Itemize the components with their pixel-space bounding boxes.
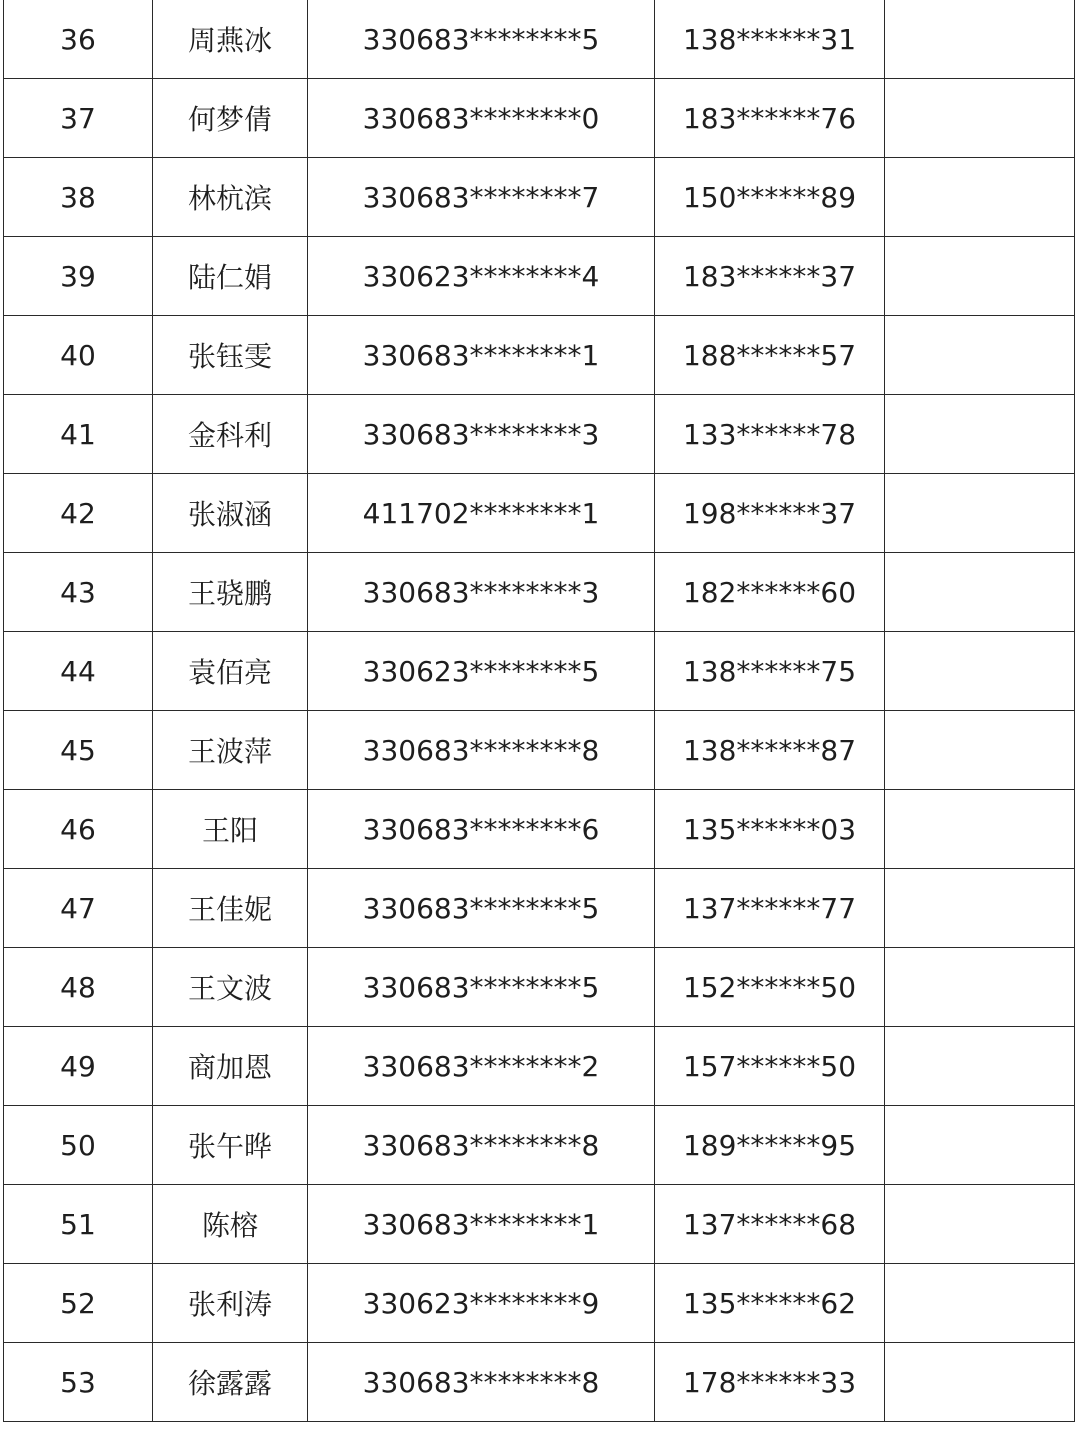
- id-number-cell: 411702********1: [308, 474, 655, 553]
- id-number-cell: 330683********8: [308, 1106, 655, 1185]
- id-number-cell: 330683********1: [308, 316, 655, 395]
- seq-cell: 43: [4, 553, 153, 632]
- note-cell: [885, 1185, 1075, 1264]
- table-row: [4, 316, 1075, 395]
- seq-cell: 40: [4, 316, 153, 395]
- id-number-cell: 330683********5: [308, 869, 655, 948]
- table-row: [4, 790, 1075, 869]
- name-cell: 金科利: [153, 395, 308, 474]
- phone-cell: 157******50: [655, 1027, 885, 1106]
- id-number-cell: 330623********5: [308, 632, 655, 711]
- table-row: [4, 1185, 1075, 1264]
- seq-cell: 50: [4, 1106, 153, 1185]
- note-cell: [885, 1106, 1075, 1185]
- table-row: [4, 395, 1075, 474]
- id-number-cell: 330683********0: [308, 79, 655, 158]
- id-number-cell: 330683********8: [308, 1343, 655, 1422]
- name-cell: 陈榕: [153, 1185, 308, 1264]
- seq-cell: 38: [4, 158, 153, 237]
- table-row: [4, 869, 1075, 948]
- note-cell: [885, 1264, 1075, 1343]
- table-row: [4, 1264, 1075, 1343]
- seq-cell: 45: [4, 711, 153, 790]
- note-cell: [885, 79, 1075, 158]
- id-number-cell: 330623********9: [308, 1264, 655, 1343]
- phone-cell: 138******31: [655, 0, 885, 79]
- seq-cell: 42: [4, 474, 153, 553]
- id-number-cell: 330683********3: [308, 553, 655, 632]
- note-cell: [885, 711, 1075, 790]
- id-number-cell: 330623********4: [308, 237, 655, 316]
- id-number-cell: 330683********6: [308, 790, 655, 869]
- name-cell: 林杭滨: [153, 158, 308, 237]
- name-cell: 何梦倩: [153, 79, 308, 158]
- name-cell: 周燕冰: [153, 0, 308, 79]
- seq-cell: 49: [4, 1027, 153, 1106]
- name-cell: 王骁鹏: [153, 553, 308, 632]
- name-cell: 王阳: [153, 790, 308, 869]
- roster-table-body: [4, 0, 1075, 1422]
- name-cell: 陆仁娟: [153, 237, 308, 316]
- name-cell: 张淑涵: [153, 474, 308, 553]
- phone-cell: 178******33: [655, 1343, 885, 1422]
- phone-cell: 135******03: [655, 790, 885, 869]
- table-row: [4, 1027, 1075, 1106]
- table-row: [4, 948, 1075, 1027]
- name-cell: 张利涛: [153, 1264, 308, 1343]
- seq-cell: 39: [4, 237, 153, 316]
- note-cell: [885, 395, 1075, 474]
- seq-cell: 48: [4, 948, 153, 1027]
- phone-cell: 189******95: [655, 1106, 885, 1185]
- id-number-cell: 330683********3: [308, 395, 655, 474]
- seq-cell: 41: [4, 395, 153, 474]
- name-cell: 王佳妮: [153, 869, 308, 948]
- seq-cell: 44: [4, 632, 153, 711]
- note-cell: [885, 237, 1075, 316]
- table-row: [4, 237, 1075, 316]
- name-cell: 王文波: [153, 948, 308, 1027]
- table-row: [4, 1343, 1075, 1422]
- table-row: [4, 711, 1075, 790]
- seq-cell: 36: [4, 0, 153, 79]
- phone-cell: 198******37: [655, 474, 885, 553]
- phone-cell: 183******37: [655, 237, 885, 316]
- note-cell: [885, 790, 1075, 869]
- phone-cell: 133******78: [655, 395, 885, 474]
- note-cell: [885, 474, 1075, 553]
- phone-cell: 188******57: [655, 316, 885, 395]
- note-cell: [885, 869, 1075, 948]
- phone-cell: 138******87: [655, 711, 885, 790]
- name-cell: 袁佰亮: [153, 632, 308, 711]
- table-row: [4, 79, 1075, 158]
- id-number-cell: 330683********8: [308, 711, 655, 790]
- table-row: [4, 553, 1075, 632]
- name-cell: 张午晔: [153, 1106, 308, 1185]
- id-number-cell: 330683********5: [308, 948, 655, 1027]
- roster-table: [3, 0, 1075, 1422]
- phone-cell: 135******62: [655, 1264, 885, 1343]
- note-cell: [885, 1027, 1075, 1106]
- name-cell: 张钰雯: [153, 316, 308, 395]
- roster-table-container: [3, 0, 1075, 1422]
- table-row: [4, 1106, 1075, 1185]
- note-cell: [885, 158, 1075, 237]
- table-row: [4, 158, 1075, 237]
- seq-cell: 37: [4, 79, 153, 158]
- note-cell: [885, 1343, 1075, 1422]
- seq-cell: 46: [4, 790, 153, 869]
- name-cell: 商加恩: [153, 1027, 308, 1106]
- id-number-cell: 330683********5: [308, 0, 655, 79]
- table-row: [4, 632, 1075, 711]
- note-cell: [885, 316, 1075, 395]
- note-cell: [885, 553, 1075, 632]
- id-number-cell: 330683********7: [308, 158, 655, 237]
- seq-cell: 52: [4, 1264, 153, 1343]
- phone-cell: 137******77: [655, 869, 885, 948]
- phone-cell: 152******50: [655, 948, 885, 1027]
- phone-cell: 137******68: [655, 1185, 885, 1264]
- name-cell: 王波萍: [153, 711, 308, 790]
- id-number-cell: 330683********1: [308, 1185, 655, 1264]
- name-cell: 徐露露: [153, 1343, 308, 1422]
- seq-cell: 53: [4, 1343, 153, 1422]
- phone-cell: 138******75: [655, 632, 885, 711]
- seq-cell: 51: [4, 1185, 153, 1264]
- phone-cell: 183******76: [655, 79, 885, 158]
- id-number-cell: 330683********2: [308, 1027, 655, 1106]
- table-row: [4, 0, 1075, 79]
- phone-cell: 182******60: [655, 553, 885, 632]
- seq-cell: 47: [4, 869, 153, 948]
- phone-cell: 150******89: [655, 158, 885, 237]
- note-cell: [885, 0, 1075, 79]
- table-row: [4, 474, 1075, 553]
- note-cell: [885, 948, 1075, 1027]
- note-cell: [885, 632, 1075, 711]
